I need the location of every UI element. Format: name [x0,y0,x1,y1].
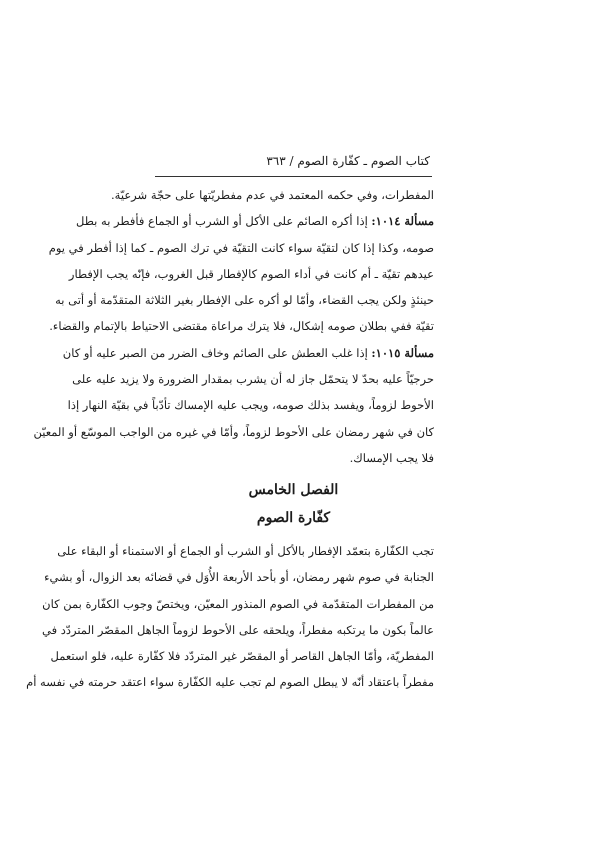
running-header: كتاب الصوم ـ كفّارة الصوم / ٣٦٣ [266,154,430,168]
text-line: تقيّة ففي بطلان صومه إشكال، فلا يترك مراعاة مقتضى الاحتياط بالإتمام والقضاء. [49,319,434,334]
header-divider [155,176,432,177]
text-line: حرجيّاً عليه بحدّ لا يتحمّل جاز له أن يشرب بمقدار الضرورة ولا يزيد عليه على [72,372,434,387]
issue-text: إذا غلب العطش على الصائم وخاف الضرر من الصبر عليه أو كان [62,345,372,360]
text-line: الأحوط لزوماً، ويفسد بذلك صومه، ويجب عليه الإمساك تأدّباً في بقيّة النهار إذا [67,398,434,413]
text-line: عالماً بكون ما يرتكبه مفطراً، ويلحقه على الأحوط لزوماً الجاهل المقصّر المتردّد في [42,622,434,637]
text-line: المفطريّة، وأمّا الجاهل القاصر أو المقصّر غير المتردّد فلا كفّارة عليه، فلو استعمل [50,649,434,664]
issue-text: إذا أكره الصائم على الأكل أو الشرب أو الجماع فأفطر به بطل [76,214,372,229]
text-line: المفطرات، وفي حكمه المعتمد في عدم مفطريّتها على حجّة شرعيّة. [111,188,434,202]
section-title: كفّارة الصوم [256,510,331,526]
issue-label: مسألة ١٠١٥: [371,345,434,360]
paragraph-block-issues [33,182,434,471]
text-line: حينئذٍ ولكن يجب القضاء، وأمّا لو أكره على الإفطار بغير الثلاثة المتقدّمة أو أتى به [55,293,434,308]
text-line: صومه، وكذا إذا كان لتقيّة سواء كانت التقيّة في ترك الصوم ـ كما إذا أفطر في يوم [48,240,434,255]
issue-1015-line [62,340,434,366]
text-line: كان في شهر رمضان على الأحوط لزوماً، وأمّا في غيره من الواجب الموسّع أو المعيّن [33,424,434,439]
text-line: تجب الكفّارة بتعمّد الإفطار بالأكل أو الشرب أو الجماع أو الاستمناء أو البقاء على [57,544,434,558]
text-line: عيدهم تقيّة ـ أم كانت في أداء الصوم كالإفطار قبل الغروب، فإنّه يجب الإفطار [68,266,434,281]
text-line: الجنابة في صوم شهر رمضان، أو بأحد الأربعة الأُوَل في قضائه بعد الزوال، أو بشيء [44,570,434,585]
chapter-heading: الفصل الخامس [248,482,339,498]
paragraph-block-expiation [26,538,434,696]
issue-1014-line [76,208,434,234]
text-line: من المفطرات المتقدّمة في الصوم المنذور المعيّن، ويختصّ وجوب الكفّارة بمن كان [42,596,434,611]
issue-label: مسألة ١٠١٤: [371,214,434,229]
text-line: مفطراً باعتقاد أنّه لا يبطل الصوم لم تجب عليه الكفّارة سواء اعتقد حرمته في نفسه أم [26,675,434,690]
text-line: فلا يجب الإمساك. [349,450,434,465]
